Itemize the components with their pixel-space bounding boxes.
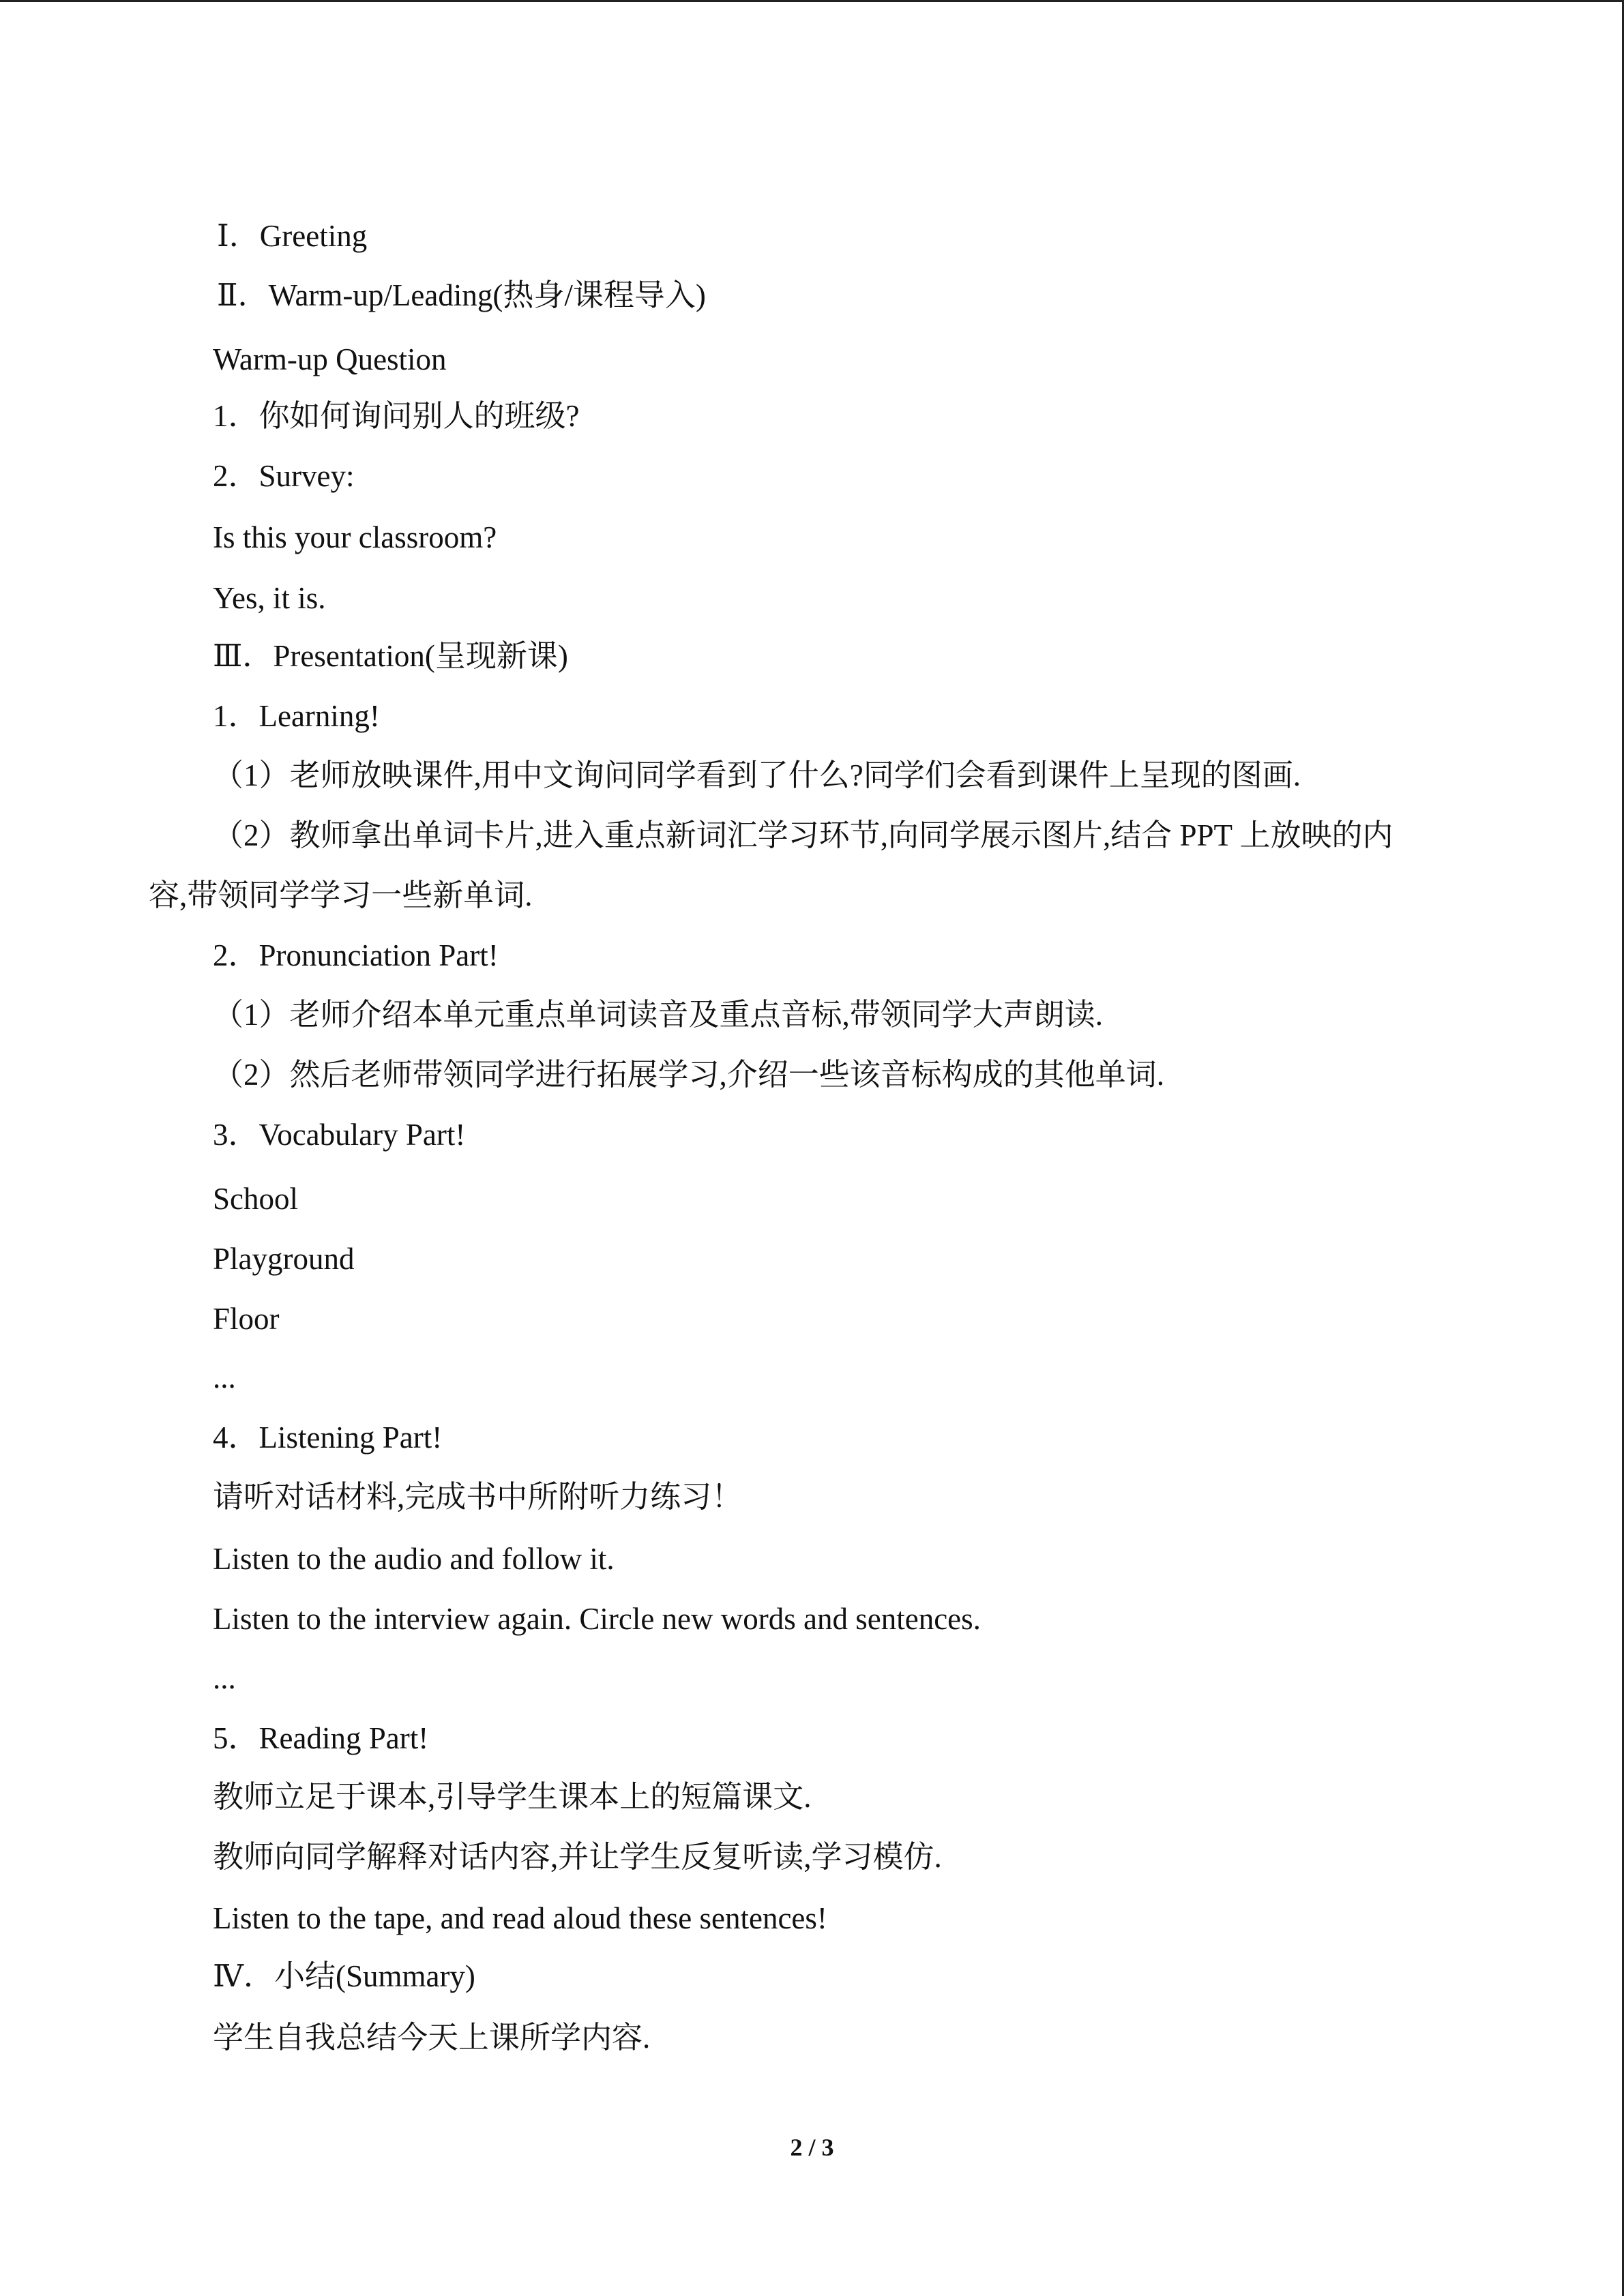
text-line: 3．Vocabulary Part! xyxy=(213,1118,466,1152)
vocabulary-word: Playground xyxy=(213,1242,355,1276)
text-line: （1）老师放映课件,用中文询问同学看到了什么?同学们会看到课件上呈现的图画. xyxy=(213,758,1301,792)
text-line: （2）然后老师带领同学进行拓展学习,介绍一些该音标构成的其他单词. xyxy=(213,1058,1165,1092)
ellipsis: ... xyxy=(213,1661,236,1695)
text-line: （2）教师拿出单词卡片,进入重点新词汇学习环节,向同学展示图片,结合 PPT 上放映的内 xyxy=(213,818,1393,852)
vocabulary-word: Floor xyxy=(213,1302,280,1336)
section-heading-warmup: Ⅱ．Warm-up/Leading(热身/课程导入) xyxy=(217,278,706,312)
text-line: 教师向同学解释对话内容,并让学生反复听读,学习模仿. xyxy=(213,1840,942,1874)
text-line: 容,带领同学学习一些新单词. xyxy=(149,878,533,912)
text-line: Yes, it is. xyxy=(213,581,326,615)
vocabulary-word: School xyxy=(213,1182,299,1216)
text-line: 2．Pronunciation Part! xyxy=(213,938,499,972)
text-line: Is this your classroom? xyxy=(213,520,497,554)
text-line: 教师立足于课本,引导学生课本上的短篇课文. xyxy=(213,1780,812,1814)
text-line: 请听对话材料,完成书中所附听力练习！ xyxy=(213,1480,743,1514)
page-number: 2 / 3 xyxy=(790,2134,834,2161)
text-line: 1．你如何询问别人的班级? xyxy=(213,399,580,433)
text-line: 2．Survey: xyxy=(213,459,355,493)
section-heading-summary: Ⅳ．小结(Summary) xyxy=(213,1959,475,1993)
section-heading-greeting: Ⅰ．Greeting xyxy=(217,219,368,253)
section-heading-presentation: Ⅲ．Presentation(呈现新课) xyxy=(213,639,568,673)
text-line: Listen to the audio and follow it. xyxy=(213,1542,615,1576)
text-line: Listen to the interview again. Circle new words and sentences. xyxy=(213,1602,981,1636)
ellipsis: ... xyxy=(213,1360,236,1395)
text-line: Listen to the tape, and read aloud these sentences! xyxy=(213,1901,827,1935)
text-line: 4．Listening Part! xyxy=(213,1420,443,1455)
text-line: （1）老师介绍本单元重点单词读音及重点音标,带领同学大声朗读. xyxy=(213,998,1104,1032)
text-line: Warm-up Question xyxy=(213,342,447,376)
text-line: 5．Reading Part! xyxy=(213,1721,429,1755)
text-line: 1．Learning! xyxy=(213,699,380,733)
text-line: 学生自我总结今天上课所学内容. xyxy=(213,2021,651,2055)
